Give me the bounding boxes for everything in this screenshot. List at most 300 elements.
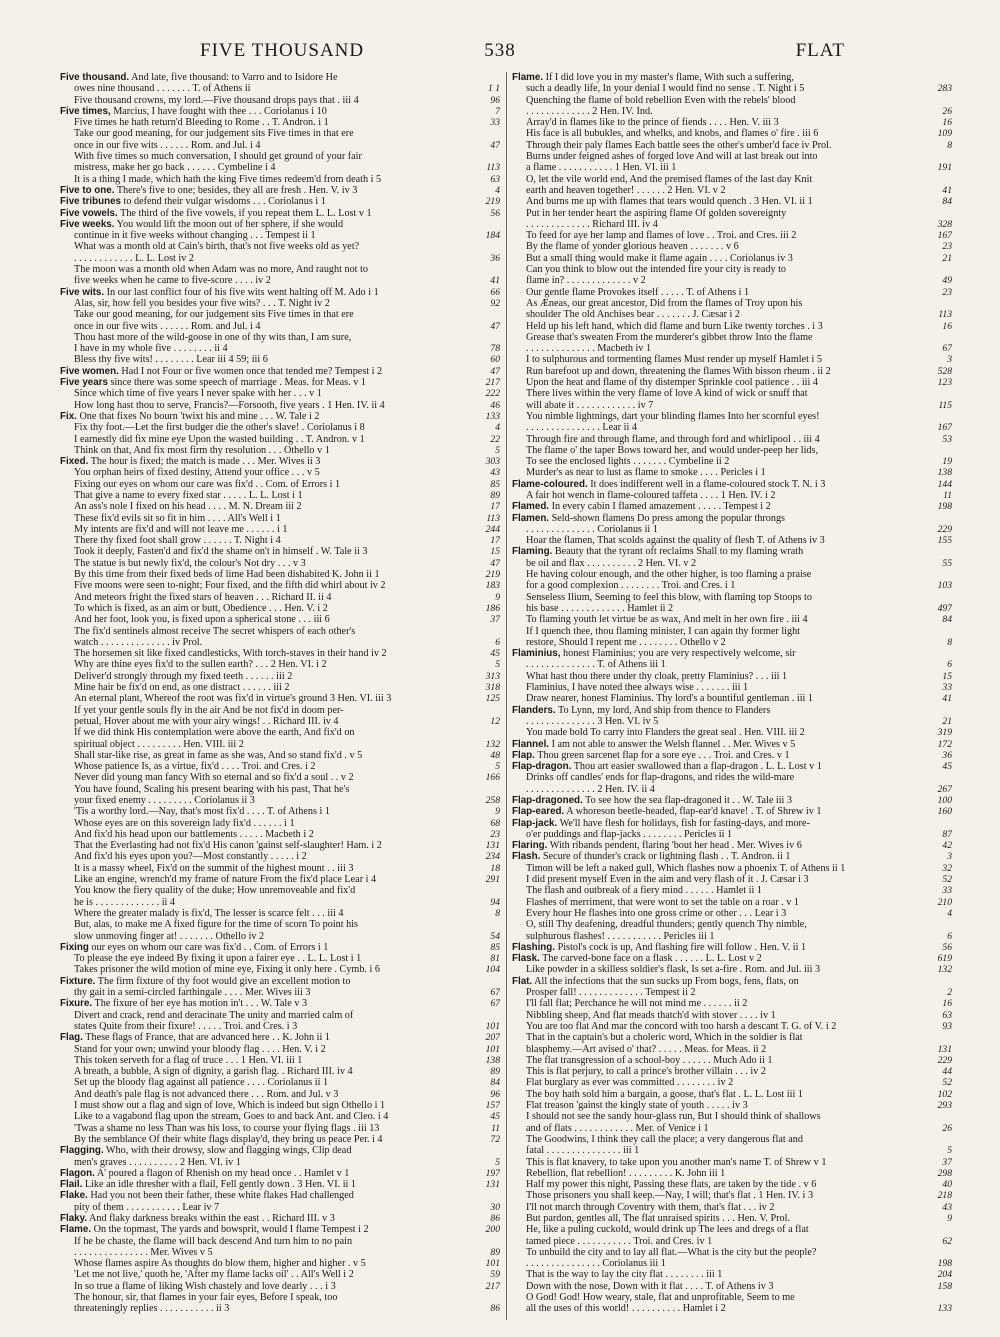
line-text	[74, 671, 430, 682]
quotation-text: These flags of France, that are advanced here . . K. John ii 1	[85, 1032, 330, 1044]
line-text	[74, 784, 430, 795]
quotation-text: That is the way to lay the city flat . . . . . . . . iii 1	[526, 1269, 723, 1281]
concordance-line	[60, 1089, 500, 1100]
concordance-line	[60, 1021, 500, 1032]
concordance-line	[512, 727, 952, 738]
concordance-line	[512, 1258, 952, 1269]
line-text	[526, 772, 882, 783]
quotation-text: Had you not been their father, these white flakes Had challenged	[90, 1190, 354, 1202]
line-reference: 47	[490, 557, 500, 569]
concordance-line	[60, 343, 500, 354]
concordance-line	[60, 1032, 500, 1043]
quotation-text: This is flat knavery, to take upon you another man's name T. of Shrew v 1	[526, 1156, 827, 1168]
line-text	[526, 321, 882, 332]
line-text	[512, 546, 882, 557]
quotation-text: And fix'd his eyes upon you?—Most constantly . . . . . i 2	[74, 851, 307, 863]
concordance-line	[512, 309, 952, 320]
line-text	[526, 1134, 882, 1145]
concordance-line	[60, 72, 500, 83]
line-text	[74, 750, 430, 761]
line-reference: 125	[485, 693, 500, 705]
line-text	[512, 72, 882, 83]
line-text	[526, 1077, 882, 1088]
quotation-text: fatal . . . . . . . . . . . . . . . iii 1	[526, 1145, 640, 1157]
quotation-text: These fix'd evils sit so fit in him . . . . All's Well i 1	[74, 512, 281, 524]
quotation-text: our eyes on whom our care was fix'd . . Com. of Errors i 1	[91, 941, 329, 953]
concordance-line	[60, 1258, 500, 1269]
line-text	[526, 1303, 882, 1314]
concordance-line	[512, 264, 952, 275]
quotation-text: Rebellion, flat rebellion! . . . . . . . . . K. John iii 1	[526, 1167, 726, 1179]
line-text	[512, 479, 882, 490]
line-text	[526, 1123, 882, 1134]
line-reference: 191	[937, 162, 952, 174]
line-text	[526, 400, 882, 411]
quotation-text: five weeks when he came to five-score . . . . iv 2	[74, 275, 271, 287]
line-text	[512, 795, 882, 806]
quotation-text: An ass's nole I fixed on his head . . . . M. N. Dream iii 2	[74, 501, 302, 513]
line-text	[526, 241, 882, 252]
concordance-line	[60, 659, 500, 670]
line-reference: 30	[490, 1201, 500, 1213]
concordance-line	[60, 241, 500, 252]
entry-headword: Flamen.	[512, 512, 550, 524]
left-column	[60, 72, 500, 1320]
quotation-text: 'Tis a worthy lord.—Nay, that's most fix'd . . . . T. of Athens i 1	[74, 806, 330, 818]
quotation-text: To which is fixed, as an aim or butt, Obedience . . . Hen. V. i 2	[74, 602, 328, 614]
line-text	[512, 942, 882, 953]
quotation-text: Mine hair be fix'd on end, as one distract . . . . . . iii 2	[74, 682, 290, 694]
quotation-text: Through fire and through flame, and through ford and whirlipool . . iii 4	[526, 433, 820, 445]
concordance-line	[60, 885, 500, 896]
concordance-line	[60, 727, 500, 738]
line-text	[74, 659, 430, 670]
concordance-line	[60, 964, 500, 975]
concordance-line	[60, 840, 500, 851]
concordance-line	[60, 117, 500, 128]
entry-headword: Flaminius,	[512, 648, 561, 660]
concordance-line	[60, 1179, 500, 1190]
line-reference: 63	[490, 173, 500, 185]
line-text	[60, 185, 430, 196]
line-reference: 5	[495, 444, 500, 456]
concordance-line	[60, 1281, 500, 1292]
quotation-text: But a small thing would make it flame again . . . . Coriolanus iv 3	[526, 252, 793, 264]
concordance-line	[512, 569, 952, 580]
quotation-text: Thou green sarcenet flap for a sore eye . . . Troi. and Cres. v 1	[537, 749, 790, 761]
concordance-line	[512, 637, 952, 648]
concordance-line	[512, 829, 952, 840]
line-text	[74, 1021, 430, 1032]
line-text	[526, 230, 882, 241]
running-head-left: FIVE THOUSAND	[200, 40, 365, 61]
entry-headword: Fixture.	[60, 975, 96, 987]
column-divider	[506, 72, 507, 1320]
concordance-line	[512, 162, 952, 173]
quotation-text: tamed piece . . . . . . . . . . . Troi. and Cres. iv 1	[526, 1235, 713, 1247]
line-reference: 8	[947, 139, 952, 151]
line-reference: 167	[937, 422, 952, 434]
concordance-line	[60, 388, 500, 399]
concordance-line	[512, 343, 952, 354]
concordance-line	[512, 818, 952, 829]
quotation-text: mistress, make her go back . . . . . . Cymbeline i 4	[74, 162, 276, 174]
concordance-line	[60, 1055, 500, 1066]
line-reference: 133	[937, 1303, 952, 1315]
running-head	[60, 40, 940, 64]
concordance-line	[512, 1111, 952, 1122]
quotation-text: Beauty that the tyrant oft reclaims Shall to my flaming wrath	[554, 546, 804, 558]
concordance-line	[512, 1134, 952, 1145]
quotation-text: And late, five thousand: to Varro and to Isidore He	[131, 72, 338, 83]
line-reference: 18	[490, 862, 500, 874]
line-reference: 155	[937, 535, 952, 547]
concordance-line	[60, 151, 500, 162]
line-reference: 63	[942, 1009, 952, 1021]
concordance-line	[60, 422, 500, 433]
line-text	[512, 840, 882, 851]
line-reference: 158	[937, 1280, 952, 1292]
quotation-text: O, still Thy deafening, dreadful thunders; gently quench Thy nimble,	[526, 919, 807, 931]
concordance-line	[60, 919, 500, 930]
line-text	[60, 196, 430, 207]
concordance-line	[512, 535, 952, 546]
quotation-text: That in the captain's but a choleric word, Which in the soldier is flat	[526, 1032, 803, 1044]
quotation-text: Like an engine, wrench'd my frame of nature From the fix'd place Lear i 4	[74, 874, 377, 886]
quotation-text: A whoreson beetle-headed, flap-ear'd knave! . T. of Shrew iv 1	[566, 806, 822, 818]
concordance-line	[512, 287, 952, 298]
line-text	[74, 95, 430, 106]
quotation-text: your fixed enemy . . . . . . . . . Coriolanus ii 3	[74, 795, 255, 806]
concordance-line	[512, 851, 952, 862]
line-text	[526, 1145, 882, 1156]
quotation-text: Run barefoot up and down, threatening the flames With bisson rheum . ii 2	[526, 365, 831, 377]
line-text	[526, 682, 882, 693]
line-reference: 244	[485, 523, 500, 535]
line-reference: 131	[485, 840, 500, 852]
quotation-text: Think on that, And fix most firm thy resolution . . . Othello v 1	[74, 444, 330, 456]
line-text	[526, 1292, 882, 1303]
concordance-line	[60, 761, 500, 772]
line-text	[526, 332, 882, 343]
line-reference: 6	[947, 659, 952, 671]
line-reference: 45	[942, 761, 952, 773]
concordance-line	[512, 1269, 952, 1280]
line-text	[74, 648, 430, 659]
entry-headword: Flagging.	[60, 1145, 104, 1157]
quotation-text: With five times so much conversation, I should get ground of your fair	[74, 151, 362, 163]
concordance-line	[512, 1224, 952, 1235]
concordance-line	[512, 897, 952, 908]
concordance-line	[60, 1247, 500, 1258]
concordance-line	[512, 501, 952, 512]
line-text	[74, 479, 430, 490]
line-reference: 53	[942, 433, 952, 445]
quotation-text: Flat treason 'gainst the kingly state of youth . . . . . iv 3	[526, 1100, 748, 1112]
quotation-text: Alas, sir, how fell you besides your five wits? . . . T. Night iv 2	[74, 297, 330, 309]
line-reference: 46	[490, 399, 500, 411]
line-text	[74, 490, 430, 501]
entry-headword: Flanders.	[512, 704, 556, 716]
line-text	[526, 1055, 882, 1066]
concordance-line	[512, 546, 952, 557]
line-text	[74, 806, 430, 817]
line-reference: 49	[942, 275, 952, 287]
line-text	[74, 953, 430, 964]
concordance-line	[512, 1236, 952, 1247]
concordance-line	[512, 693, 952, 704]
line-text	[526, 95, 882, 106]
quotation-text: restore, Should I repent me . . . . . . . . Othello v 2	[526, 636, 726, 648]
quotation-text: This is flat perjury, to call a prince's brother villain . . . iv 2	[526, 1066, 766, 1078]
quotation-text: To see the enclosed lights . . . . . . . Cymbeline ii 2	[526, 456, 730, 468]
concordance-line	[512, 750, 952, 761]
quotation-text: for a good complexion . . . . . . . . Troi. and Cres. i 1	[526, 580, 736, 592]
line-text	[74, 818, 430, 829]
concordance-line	[512, 558, 952, 569]
line-text	[526, 716, 882, 727]
line-reference: 318	[485, 682, 500, 694]
entry-headword: Flame.	[60, 1224, 92, 1236]
line-text	[512, 648, 882, 659]
line-reference: 200	[485, 1224, 500, 1236]
line-text	[74, 501, 430, 512]
line-reference: 198	[937, 1258, 952, 1270]
line-text	[74, 83, 430, 94]
line-text	[526, 83, 882, 94]
line-reference: 109	[937, 128, 952, 140]
line-text	[60, 942, 430, 953]
line-text	[526, 366, 882, 377]
line-text	[74, 772, 430, 783]
line-text	[74, 524, 430, 535]
concordance-line	[60, 501, 500, 512]
concordance-line	[60, 366, 500, 377]
line-reference: 186	[485, 602, 500, 614]
concordance-line	[512, 1145, 952, 1156]
line-text	[512, 976, 882, 987]
quotation-text: The fix'd sentinels almost receive The secret whispers of each other's	[74, 625, 356, 637]
quotation-text: You orphan heirs of fixed destiny, Attend your office . . . v 5	[74, 467, 320, 479]
concordance-line	[60, 603, 500, 614]
line-text	[74, 1089, 430, 1100]
quotation-text: will abate it . . . . . . . . . . . . iv 7	[526, 399, 654, 411]
quotation-text: I to sulphurous and tormenting flames Must render up myself Hamlet i 5	[526, 354, 822, 366]
concordance-line	[60, 196, 500, 207]
line-reference: 41	[942, 693, 952, 705]
line-text	[74, 1134, 430, 1145]
quotation-text: 'Twas a shame no less Than was his loss, to course your flying flags . iii 13	[74, 1122, 380, 1134]
line-text	[526, 1044, 882, 1055]
entry-headword: Five vowels.	[60, 207, 118, 219]
quotation-text: Grease that's sweaten From the murderer's gibbet throw Into the flame	[526, 331, 813, 343]
quotation-text: Takes prisoner the wild motion of mine eye, Fixing it only here . Cymb. i 6	[74, 964, 380, 976]
quotation-text: There's five to one; besides, they all are fresh . Hen. V. iv 3	[116, 184, 358, 196]
line-text	[512, 705, 882, 716]
concordance-line	[60, 682, 500, 693]
concordance-line	[512, 784, 952, 795]
line-text	[526, 592, 882, 603]
quotation-text: I did present myself Even in the aim and very flash of it . J. Cæsar i 3	[526, 874, 809, 886]
concordance-line	[512, 998, 952, 1009]
concordance-line	[60, 897, 500, 908]
line-reference: 497	[937, 602, 952, 614]
quotation-text: all the uses of this world! . . . . . . . . . . Hamlet i 2	[526, 1303, 726, 1315]
line-reference: 172	[937, 738, 952, 750]
line-reference: 86	[490, 1303, 500, 1315]
concordance-line	[512, 366, 952, 377]
quotation-text: Our gentle flame Provokes itself . . . . . T. of Athens i 1	[526, 286, 750, 298]
concordance-line	[512, 332, 952, 343]
concordance-line	[60, 648, 500, 659]
quotation-text: By this time from their fixed beds of lime Had been dishabited K. John ii 1	[74, 569, 380, 581]
concordance-line	[512, 321, 952, 332]
line-text	[74, 840, 430, 851]
line-text	[526, 919, 882, 930]
line-text	[512, 761, 882, 772]
line-text	[74, 1077, 430, 1088]
quotation-text: The boy hath sold him a bargain, a goose, that's flat . L. L. Lost iii 1	[526, 1088, 803, 1100]
concordance-line	[512, 987, 952, 998]
quotation-text: such a deadly life, In your denial I would find no sense . T. Night i 5	[526, 83, 805, 95]
line-text	[74, 434, 430, 445]
quotation-text: Five times he hath return'd Bleeding to Rome . . T. Andron. i 1	[74, 117, 329, 129]
line-reference: 131	[485, 1179, 500, 1191]
line-text	[526, 185, 882, 196]
line-text	[526, 964, 882, 975]
quotation-text: to defend their vulgar wisdoms . . . Coriolanus i 1	[123, 196, 326, 208]
line-text	[526, 569, 882, 580]
quotation-text: The statue is but newly fix'd, the colour's Not dry . . . v 3	[74, 557, 306, 569]
line-text	[74, 863, 430, 874]
line-text	[74, 1281, 430, 1292]
line-reference: 4	[947, 907, 952, 919]
line-text	[526, 829, 882, 840]
concordance-line	[60, 513, 500, 524]
quotation-text: Divert and crack, rend and deracinate The unity and married calm of	[74, 1009, 354, 1021]
line-reference: 21	[942, 715, 952, 727]
concordance-line	[60, 1202, 500, 1213]
concordance-line	[60, 716, 500, 727]
concordance-line	[60, 354, 500, 365]
line-reference: 16	[942, 998, 952, 1010]
concordance-line	[60, 1145, 500, 1156]
line-text	[526, 1066, 882, 1077]
concordance-line	[60, 434, 500, 445]
concordance-line	[60, 287, 500, 298]
concordance-line	[60, 1111, 500, 1122]
entry-headword: Flashing.	[512, 941, 556, 953]
line-reference: 113	[486, 162, 500, 174]
concordance-line	[512, 659, 952, 670]
quotation-text: Bless thy five wits! . . . . . . . . Lear iii 4 59; iii 6	[74, 354, 268, 366]
quotation-text: Like powder in a skilless soldier's flask, Is set a-fire . Rom. and Jul. iii 3	[526, 964, 821, 976]
concordance-line	[60, 400, 500, 411]
concordance-line	[512, 72, 952, 83]
line-text	[74, 174, 430, 185]
line-text	[526, 467, 882, 478]
quotation-text: This token serveth for a flag of truce . . . 1 Hen. VI. iii 1	[74, 1054, 303, 1066]
line-text	[60, 456, 430, 467]
quotation-text: Like to a vagabond flag upon the stream, Goes to and back Ant. and Cleo. i 4	[74, 1111, 389, 1123]
line-text	[526, 117, 882, 128]
quotation-text: . . . . . . . . . . . . L. L. Lost iv 2	[74, 252, 194, 264]
line-reference: 84	[942, 196, 952, 208]
line-text	[74, 535, 430, 546]
line-text	[512, 750, 882, 761]
line-text	[526, 196, 882, 207]
quotation-text: It is a massy wheel, Fix'd on the summit of the highest mount . . iii 3	[74, 862, 354, 874]
concordance-line	[512, 230, 952, 241]
line-text	[526, 411, 882, 422]
quotation-text: My intents are fix'd and will not leave me . . . . . . i 1	[74, 523, 288, 535]
line-reference: 67	[490, 987, 500, 999]
line-text	[74, 614, 430, 625]
concordance-line	[512, 422, 952, 433]
entry-headword: Five weeks.	[60, 218, 115, 230]
line-text	[74, 1236, 430, 1247]
concordance-line	[512, 128, 952, 139]
concordance-line	[512, 739, 952, 750]
quotation-text: You nimble lightnings, dart your blinding flames Into her scornful eyes!	[526, 410, 820, 422]
line-reference: 219	[485, 196, 500, 208]
concordance-line	[512, 479, 952, 490]
line-reference: 85	[490, 478, 500, 490]
quotation-text: And her foot, look you, is fixed upon a spherical stone . . . iii 6	[74, 614, 330, 626]
quotation-text: Had I not Four or five women once that tended me? Tempest i 2	[121, 365, 383, 377]
line-text	[74, 275, 430, 286]
line-text	[526, 908, 882, 919]
quotation-text: flame in? . . . . . . . . . . . . . v 2	[526, 275, 646, 287]
right-column	[512, 72, 952, 1320]
line-reference: 72	[490, 1133, 500, 1145]
line-text	[60, 411, 430, 422]
quotation-text: he is . . . . . . . . . . . . . ii 4	[74, 896, 176, 908]
concordance-line	[60, 772, 500, 783]
concordance-line	[512, 1123, 952, 1134]
line-reference: 17	[490, 501, 500, 513]
quotation-text: The honour, sir, that flames in your fair eyes, Before I speak, too	[74, 1292, 338, 1304]
line-reference: 1 1	[488, 83, 500, 95]
concordance-line	[60, 106, 500, 117]
quotation-text: thy gait in a semi-circled farthingale . . . . Mer. Wives iii 3	[74, 987, 311, 999]
line-reference: 84	[490, 1077, 500, 1089]
line-text	[526, 490, 882, 501]
page-number: 538	[484, 40, 516, 61]
quotation-text: and of flats . . . . . . . . . . . . Mer. of Venice i 1	[526, 1122, 709, 1134]
line-text	[526, 208, 882, 219]
line-reference: 21	[942, 252, 952, 264]
concordance-line	[512, 1213, 952, 1224]
line-text	[74, 298, 430, 309]
entry-headword: Flagon.	[60, 1167, 95, 1179]
quotation-text: An eternal plant, Whereof the root was fix'd in virtue's ground 3 Hen. VI. iii 3	[74, 693, 392, 705]
line-text	[74, 546, 430, 557]
quotation-text: O, let the vile world end, And the premised flames of the last day Knit	[526, 173, 813, 185]
concordance-line	[512, 885, 952, 896]
line-text	[526, 693, 882, 704]
line-text	[74, 1292, 430, 1303]
line-text	[526, 1281, 882, 1292]
quotation-text: If we did think His contemplation were above the earth, And fix'd on	[74, 727, 355, 739]
running-head-right: FLAT	[795, 40, 845, 61]
quotation-text: I'll fall flat; Perchance he will not mind me . . . . . . ii 2	[526, 998, 748, 1010]
concordance-line	[512, 1010, 952, 1021]
quotation-text: I should not see the sandy hour-glass run, But I should think of shallows	[526, 1111, 821, 1123]
line-text	[74, 332, 430, 343]
concordance-line	[512, 761, 952, 772]
line-reference: 11	[943, 489, 952, 501]
